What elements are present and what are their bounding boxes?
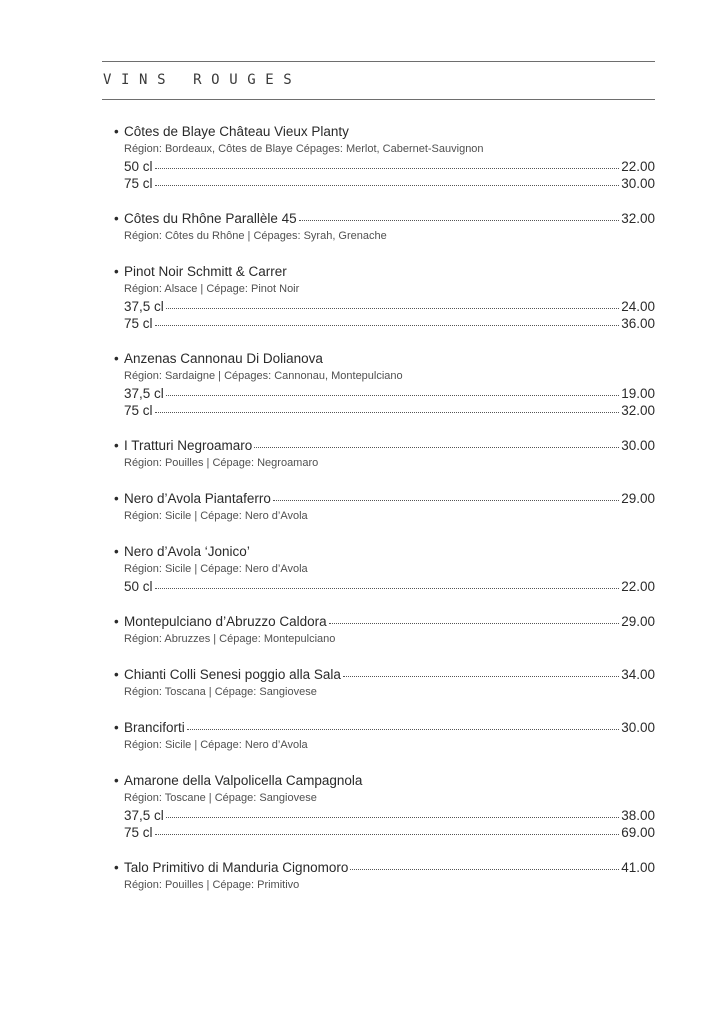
wine-price: 29.00 <box>621 614 655 629</box>
wine-name-line <box>114 123 655 140</box>
wine-region: Région: Toscana | Cépage: Sangiovese <box>124 686 317 698</box>
wine-item <box>114 350 655 419</box>
wine-list <box>114 123 655 894</box>
size-price: 36.00 <box>621 316 655 331</box>
wine-item <box>114 543 655 595</box>
wine-price: 30.00 <box>621 720 655 735</box>
size-line <box>114 175 655 192</box>
bullet-icon: • <box>114 667 119 682</box>
size-price: 22.00 <box>621 159 655 174</box>
size-line <box>114 807 655 824</box>
wine-region: Région: Sicile | Cépage: Nero d’Avola <box>124 510 308 522</box>
wine-region: Région: Toscane | Cépage: Sangiovese <box>124 792 317 804</box>
dot-leader <box>155 833 620 835</box>
wine-name-line <box>114 859 655 876</box>
bullet-icon: • <box>114 264 119 279</box>
size-label: 37,5 cl <box>124 386 164 401</box>
wine-item <box>114 437 655 472</box>
wine-name: Branciforti <box>124 720 185 735</box>
wine-name: Montepulciano d’Abruzzo Caldora <box>124 614 327 629</box>
size-line <box>114 158 655 175</box>
size-line <box>114 402 655 419</box>
dot-leader <box>343 675 619 677</box>
size-line <box>114 824 655 841</box>
wine-item <box>114 719 655 754</box>
dot-leader <box>350 868 619 870</box>
size-line <box>114 315 655 332</box>
wine-region: Région: Pouilles | Cépage: Primitivo <box>124 879 300 891</box>
wine-item <box>114 666 655 701</box>
size-label: 50 cl <box>124 579 153 594</box>
bullet-icon: • <box>114 438 119 453</box>
size-label: 75 cl <box>124 316 153 331</box>
wine-price: 30.00 <box>621 438 655 453</box>
dot-leader <box>166 394 619 396</box>
wine-name-line <box>114 437 655 454</box>
size-label: 75 cl <box>124 403 153 418</box>
bullet-icon: • <box>114 773 119 788</box>
wine-name: Chianti Colli Senesi poggio alla Sala <box>124 667 341 682</box>
bullet-icon: • <box>114 124 119 139</box>
wine-region: Région: Bordeaux, Côtes de Blaye Cépages: Merlot, Cabernet-Sauvignon <box>124 143 484 155</box>
wine-name: Pinot Noir Schmitt & Carrer <box>124 264 287 279</box>
wine-name: Nero d’Avola ‘Jonico’ <box>124 544 250 559</box>
dot-leader <box>155 184 620 186</box>
wine-name: Nero d’Avola Piantaferro <box>124 491 271 506</box>
bullet-icon: • <box>114 544 119 559</box>
bullet-icon: • <box>114 860 119 875</box>
bottom-divider <box>102 99 655 100</box>
wine-item <box>114 859 655 894</box>
wine-item <box>114 772 655 841</box>
wine-price: 32.00 <box>621 211 655 226</box>
size-label: 37,5 cl <box>124 808 164 823</box>
size-price: 24.00 <box>621 299 655 314</box>
dot-leader <box>254 446 619 448</box>
wine-region: Région: Sicile | Cépage: Nero d’Avola <box>124 739 308 751</box>
dot-leader <box>329 622 620 624</box>
dot-leader <box>155 587 620 589</box>
dot-leader <box>155 324 620 326</box>
wine-name: I Tratturi Negroamaro <box>124 438 253 453</box>
wine-name-line <box>114 666 655 683</box>
wine-name: Côtes de Blaye Château Vieux Planty <box>124 124 349 139</box>
wine-name-line <box>114 719 655 736</box>
bullet-icon: • <box>114 351 119 366</box>
wine-region: Région: Côtes du Rhône | Cépages: Syrah, Grenache <box>124 230 387 242</box>
wine-region: Région: Sardaigne | Cépages: Cannonau, Montepulciano <box>124 370 403 382</box>
dot-leader <box>299 219 620 221</box>
wine-region: Région: Alsace | Cépage: Pinot Noir <box>124 283 300 295</box>
dot-leader <box>273 499 619 501</box>
wine-name-line <box>114 543 655 560</box>
wine-item <box>114 263 655 332</box>
size-price: 69.00 <box>621 825 655 840</box>
wine-name-line <box>114 613 655 630</box>
wine-price: 41.00 <box>621 860 655 875</box>
bullet-icon: • <box>114 720 119 735</box>
wine-price: 34.00 <box>621 667 655 682</box>
wine-name-line <box>114 772 655 789</box>
size-label: 75 cl <box>124 825 153 840</box>
wine-item <box>114 490 655 525</box>
wine-region: Région: Abruzzes | Cépage: Montepulciano <box>124 633 336 645</box>
size-price: 32.00 <box>621 403 655 418</box>
wine-region: Région: Pouilles | Cépage: Negroamaro <box>124 457 319 469</box>
section-title: VINS ROUGES <box>103 72 302 88</box>
wine-name-line <box>114 350 655 367</box>
wine-price: 29.00 <box>621 491 655 506</box>
top-divider <box>102 61 655 62</box>
wine-name: Amarone della Valpolicella Campagnola <box>124 773 363 788</box>
dot-leader <box>187 728 619 730</box>
dot-leader <box>155 167 620 169</box>
size-line <box>114 578 655 595</box>
size-line <box>114 298 655 315</box>
size-price: 19.00 <box>621 386 655 401</box>
size-price: 30.00 <box>621 176 655 191</box>
size-label: 37,5 cl <box>124 299 164 314</box>
wine-name: Anzenas Cannonau Di Dolianova <box>124 351 323 366</box>
wine-name: Talo Primitivo di Manduria Cignomoro <box>124 860 349 875</box>
wine-name-line <box>114 210 655 227</box>
bullet-icon: • <box>114 211 119 226</box>
wine-item <box>114 210 655 245</box>
wine-name-line <box>114 490 655 507</box>
size-price: 38.00 <box>621 808 655 823</box>
size-label: 75 cl <box>124 176 153 191</box>
size-price: 22.00 <box>621 579 655 594</box>
dot-leader <box>166 816 619 818</box>
wine-item <box>114 613 655 648</box>
bullet-icon: • <box>114 491 119 506</box>
size-line <box>114 385 655 402</box>
wine-name: Côtes du Rhône Parallèle 45 <box>124 211 297 226</box>
dot-leader <box>155 411 620 413</box>
wine-region: Région: Sicile | Cépage: Nero d’Avola <box>124 563 308 575</box>
wine-name-line <box>114 263 655 280</box>
dot-leader <box>166 307 619 309</box>
bullet-icon: • <box>114 614 119 629</box>
size-label: 50 cl <box>124 159 153 174</box>
wine-item <box>114 123 655 192</box>
